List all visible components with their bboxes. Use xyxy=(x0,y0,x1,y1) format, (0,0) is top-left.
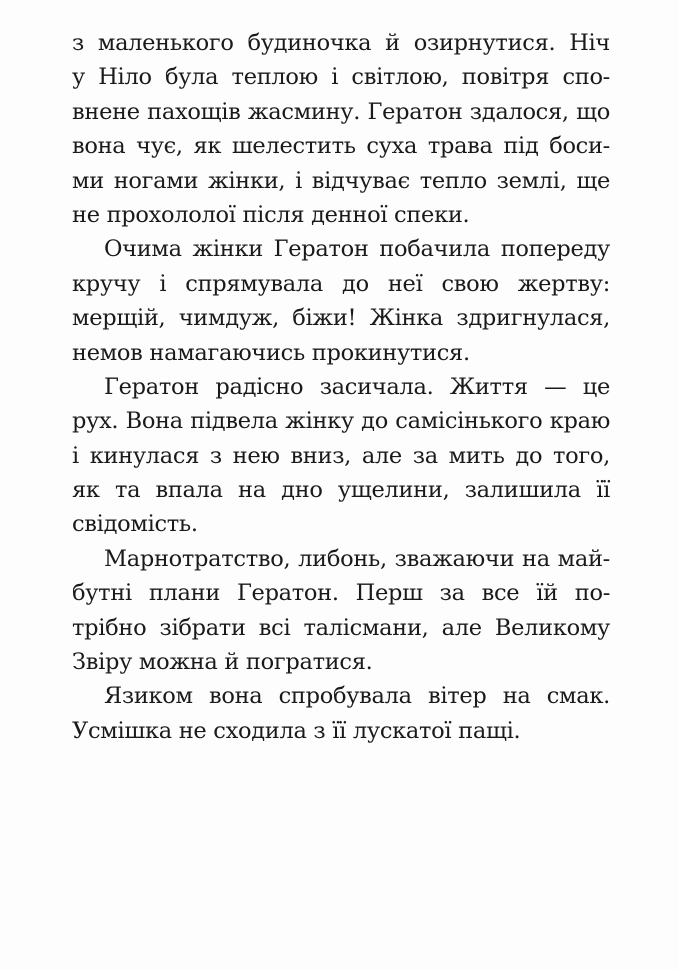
text-line: Очима жінки Гератон побачила попереду xyxy=(104,236,610,263)
text-line: у Ніло була теплою і світлою, повітря спо- xyxy=(72,64,610,91)
text-line: і кинулася з нею вниз, але за мить до того, xyxy=(72,442,610,469)
text-line: як та впала на дно ущелини, залишила її xyxy=(72,477,610,504)
text-line: Усмішка не сходила з її лускатої пащі. xyxy=(72,717,521,744)
text-line: кручу і спрямувала до неї свою жертву: xyxy=(72,270,610,297)
text-line: не прохололої після денної спеки. xyxy=(72,201,470,228)
text-line: мерщій, чимдуж, біжи! Жінка здригнулася, xyxy=(72,305,610,332)
text-line: з маленького будиночка й озирнутися. Ніч xyxy=(72,30,610,56)
text-line: свідомість. xyxy=(72,511,198,538)
text-line: внене пахощів жасмину. Гератон здалося, що xyxy=(72,98,610,125)
text-line: Марнотратство, либонь, зважаючи на май- xyxy=(104,545,610,572)
text-line: Звіру можна й погратися. xyxy=(72,649,373,676)
text-line: Гератон радісно засичала. Життя — це xyxy=(104,373,610,400)
text-line: вона чує, як шелестить суха трава під боси- xyxy=(72,133,610,160)
text-line: рух. Вона підвела жінку до самісінького краю xyxy=(72,408,610,435)
text-line: немов намагаючись прокинутися. xyxy=(72,339,470,366)
text-line: трібно зібрати всі талісмани, але Великому xyxy=(72,614,610,641)
text-line: ми ногами жінки, і відчуває тепло землі, ще xyxy=(72,167,610,194)
text-line: Язиком вона спробувала вітер на смак. xyxy=(104,683,610,710)
body-text xyxy=(72,26,610,748)
text-line: бутні плани Гератон. Перш за все їй по- xyxy=(72,580,610,607)
